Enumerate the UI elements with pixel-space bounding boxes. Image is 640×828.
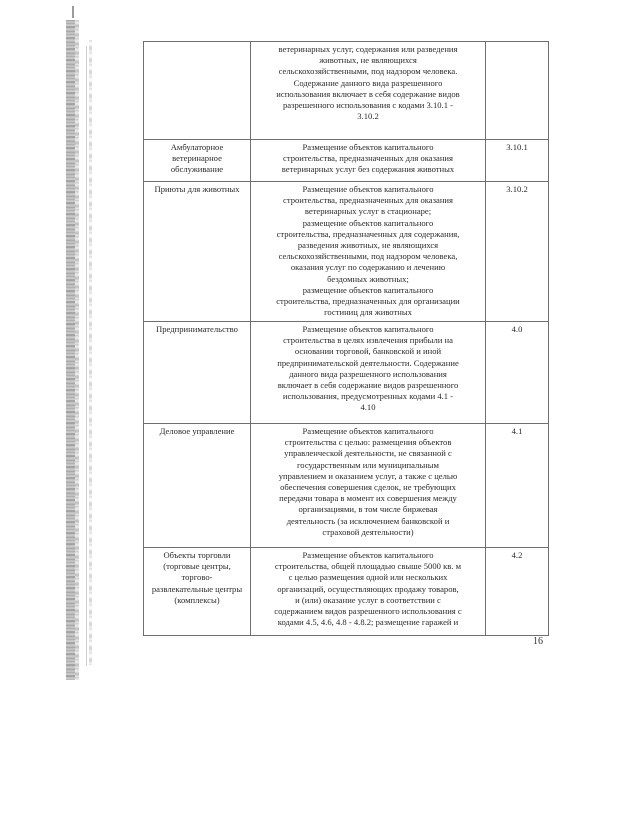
use-code: 3.10.2 <box>506 184 528 194</box>
scan-artifact-line <box>86 46 87 666</box>
table-row <box>144 424 549 548</box>
use-code-cell <box>486 140 549 182</box>
use-description: Размещение объектов капитального строительства, предназначенных для оказания ветеринарных услуг в стационаре; размещение объектов капитального строительства, предназначенных для содержания, разведения животных, не являющихся сельскохозяйственными, под надзором человека, оказания услуг по содержанию и лечению бездомных животных; размещение объектов капитального строительства, предназначенных для организации гостиниц для животных <box>276 184 460 318</box>
use-code: 4.0 <box>511 324 523 334</box>
scan-artifact-strip <box>66 20 75 680</box>
use-code-cell <box>486 42 549 140</box>
table-row <box>144 182 549 322</box>
use-description-cell <box>251 42 486 140</box>
page-number: 16 <box>533 636 543 647</box>
use-name: Приюты для животных <box>154 184 240 194</box>
use-name: Деловое управление <box>159 426 235 436</box>
land-use-table <box>143 41 549 636</box>
scan-artifact-mark <box>72 6 74 18</box>
use-name-cell <box>144 548 251 636</box>
use-description: ветеринарных услуг, содержания или разведения животных, не являющихся сельскохозяйственными, под надзором человека. Содержание данного вида разрешенного использования включает в себя содержание видов разрешенного использования с кодами 3.10.1 - 3.10.2 <box>276 44 460 122</box>
use-description-cell <box>251 140 486 182</box>
table-row <box>144 548 549 636</box>
table-row <box>144 42 549 140</box>
scan-artifact-strip-secondary <box>75 20 79 680</box>
use-description-cell <box>251 182 486 322</box>
use-code: 4.1 <box>511 426 523 436</box>
use-code-cell <box>486 182 549 322</box>
scan-artifact-strip-light <box>89 40 92 665</box>
use-description-cell <box>251 548 486 636</box>
use-name-cell <box>144 424 251 548</box>
use-name-cell <box>144 42 251 140</box>
use-code: 3.10.1 <box>506 142 528 152</box>
table-row <box>144 140 549 182</box>
use-description-cell <box>251 424 486 548</box>
use-description: Размещение объектов капитального строительства в целях извлечения прибыли на основании торговой, банковской и иной предпринимательской деятельности. Содержание данного вида разрешенного использования включает в себя содержание видов разрешенного использования, предусмотренных кодами 4.1 - 4.10 <box>277 324 459 413</box>
use-name: Объекты торговли (торговые центры, торгово- развлекательные центры (комплексы) <box>151 550 243 605</box>
use-description: Размещение объектов капитального строительства, предназначенных для оказания ветеринарных услуг без содержания животных <box>281 142 455 175</box>
use-name-cell <box>144 322 251 424</box>
use-code-cell <box>486 548 549 636</box>
use-description-cell <box>251 322 486 424</box>
table-row <box>144 322 549 424</box>
use-name-cell <box>144 140 251 182</box>
use-name: Предпринимательство <box>156 324 238 334</box>
use-name-cell <box>144 182 251 322</box>
use-description: Размещение объектов капитального строительства с целью: размещения объектов управленческой деятельности, не связанной с государственным или муниципальным управлением и оказанием услуг, а также с целью обеспечения совершения сделок, не требующих передачи товара в момент их совершения между организациями, в том числе биржевая деятельность (за исключением банковской и страховой деятельности) <box>278 426 458 537</box>
use-code-cell <box>486 322 549 424</box>
use-code-cell <box>486 424 549 548</box>
use-description: Размещение объектов капитального строительства, общей площадью свыше 5000 кв. м с целью размещения одной или нескольких организаций, осуществляющих продажу товаров, и (или) оказание услуг в соответствии с содержанием видов разрешенного использования с кодами 4.5, 4.6, 4.8 - 4.8.2; размещение гаражей и <box>274 550 462 628</box>
use-code: 4.2 <box>511 550 523 560</box>
use-name: Амбулаторное ветеринарное обслуживание <box>170 142 224 175</box>
